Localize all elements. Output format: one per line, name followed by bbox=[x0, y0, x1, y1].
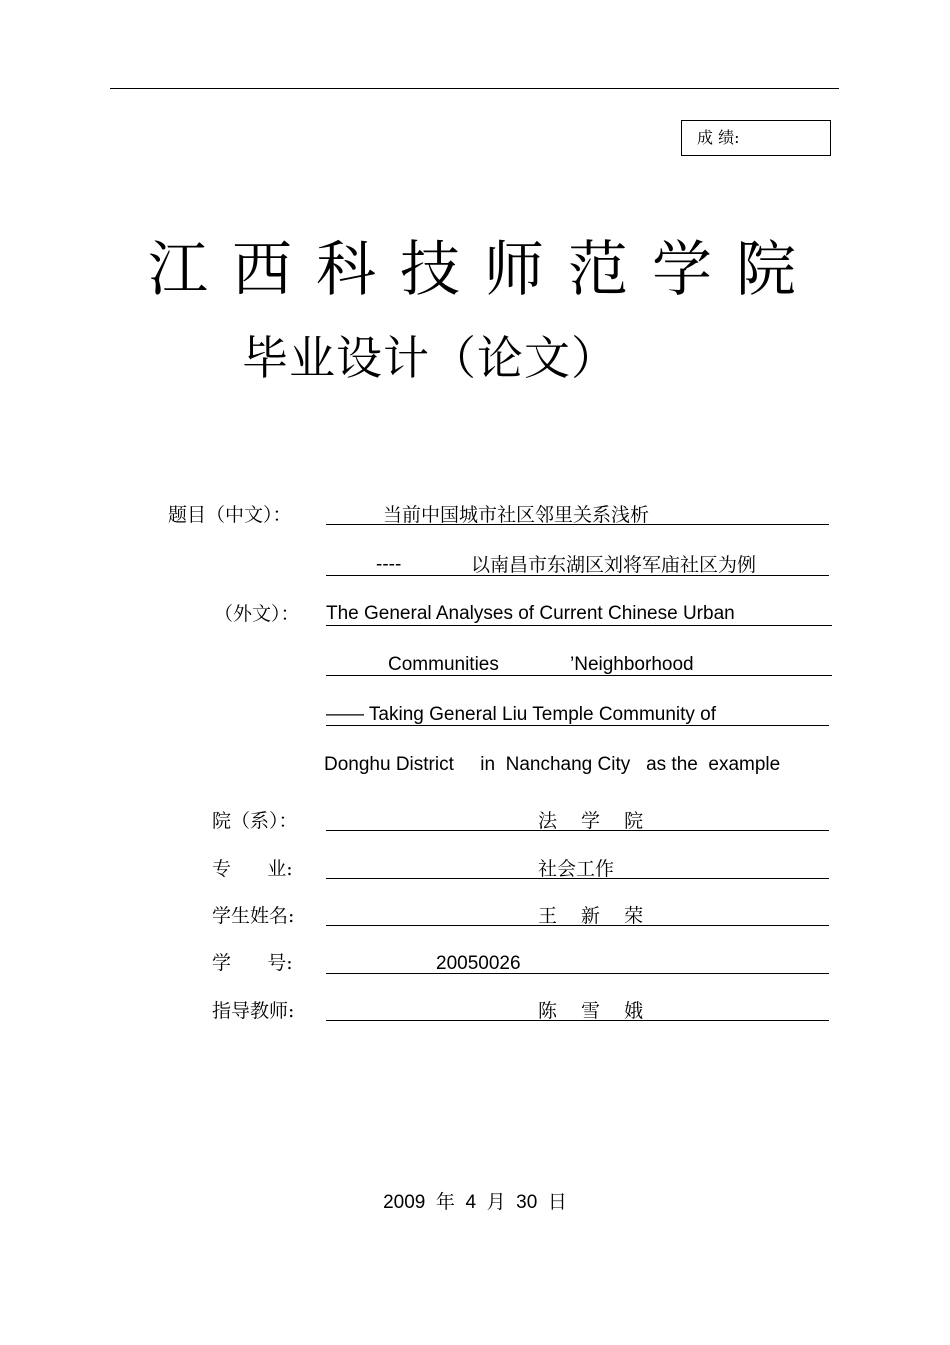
advisor-label: 指导教师: bbox=[212, 1000, 295, 1022]
school-name: 江西科技师范学院 bbox=[148, 235, 820, 305]
document-type-title: 毕业设计（论文） bbox=[242, 331, 618, 385]
major-value: 社会工作 bbox=[538, 858, 615, 880]
major-label: 专 业: bbox=[212, 858, 293, 880]
dept-underline bbox=[326, 830, 829, 831]
dept-value: 法 学 院 bbox=[538, 810, 653, 832]
title-cn-line2: 以南昌市东湖区刘将军庙社区为例 bbox=[471, 554, 757, 576]
title-en-line2b: ’Neighborhood bbox=[570, 654, 694, 675]
title-cn-underline-2 bbox=[326, 575, 829, 576]
dept-label: 院（系）： bbox=[212, 810, 298, 832]
grade-box: 成 绩: bbox=[681, 120, 831, 156]
title-en-underline-1 bbox=[326, 625, 832, 626]
advisor-value: 陈 雪 娥 bbox=[538, 1000, 653, 1022]
title-cn-label: 题目（中文）： bbox=[168, 504, 292, 526]
submission-date: 2009 年 4 月 30 日 bbox=[383, 1192, 567, 1213]
title-en-line2a: Communities bbox=[388, 654, 499, 675]
title-cn-line1: 当前中国城市社区邻里关系浅析 bbox=[383, 504, 650, 526]
title-en-underline-2 bbox=[326, 675, 832, 676]
student-label: 学生姓名: bbox=[212, 905, 295, 927]
student-id-label: 学 号: bbox=[212, 952, 293, 974]
student-underline bbox=[326, 925, 829, 926]
advisor-underline bbox=[326, 1020, 829, 1021]
header-rule bbox=[110, 88, 839, 89]
title-en-underline-3 bbox=[326, 725, 829, 726]
title-en-line1: The General Analyses of Current Chinese Urban bbox=[326, 603, 735, 624]
title-en-line4: Donghu District in Nanchang City as the example bbox=[324, 754, 781, 775]
title-cn-dash: ---- bbox=[376, 554, 402, 575]
student-value: 王 新 荣 bbox=[538, 905, 653, 927]
title-cn-underline-1 bbox=[326, 524, 829, 525]
major-underline bbox=[326, 878, 829, 879]
title-en-label: （外文）： bbox=[214, 603, 300, 625]
title-en-line3: —— Taking General Liu Temple Community of bbox=[326, 704, 717, 725]
student-id-value: 20050026 bbox=[436, 953, 521, 974]
student-id-underline bbox=[326, 973, 829, 974]
